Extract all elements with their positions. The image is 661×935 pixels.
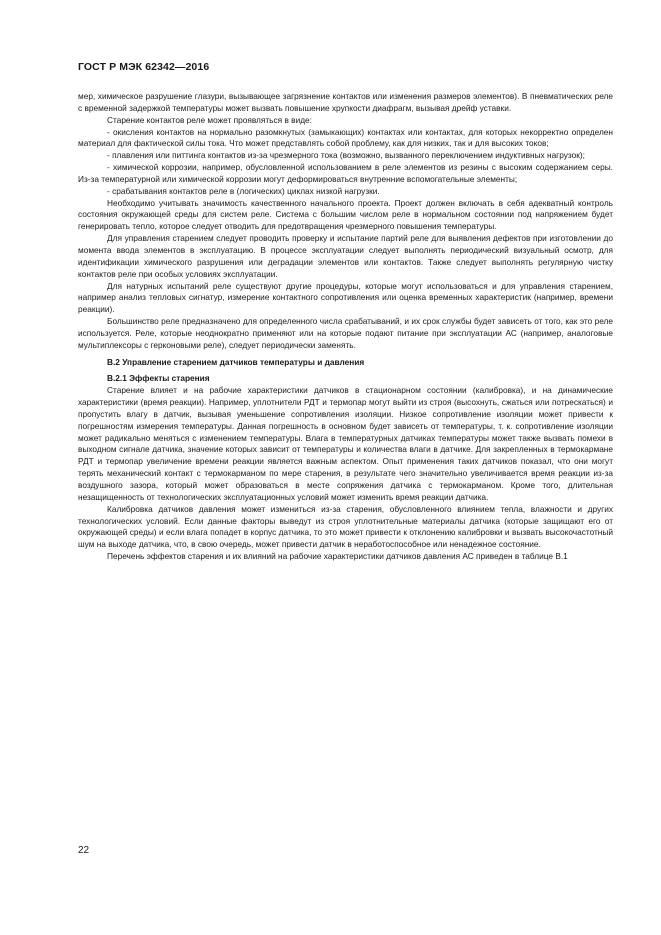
paragraph: Старение влияет и на рабочие характеристики датчиков в стационарном состоянии (калибровка), и на динамические характеристики (время реакции). Например, уплотнители РДТ и термопар могут выйти из строя (высохнуть, сжаться или потрескаться) и пропустить влагу в датчик, вызывая уменьшение сопротивления изоляции. Низкое сопротивление изоляции может привести к погрешностям измерения температуры. Данная погрешность в основном будет зависеть от температуры, т. к. сопротивление изоляции может радикально меняться с изменением температуры. Влага в температурных датчиках температуры может также вызвать помехи в выходном сигнале датчика, значение которых зависит от температуры и количества влаги в датчике. Для закрепленных в термокармане РДТ и термопар увеличение времени реакции является важным аспектом. Опыт применения таких датчиков показал, что они могут терять механический контакт с термокарманом по мере старения, в результате чего значительно увеличивается время реакции из-за воздушного зазора, который может образоваться в месте сопряжения датчика с термокарманом. Кроме того, длительная незащищенность от технологических эксплуатационных условий может изменить время реакции датчика. — [78, 385, 613, 502]
paragraph: Калибровка датчиков давления может измениться из-за старения, обусловленного влиянием тепла, влажности и других технологических условий. Если данные факторы выведут из строя уплотнительные материалы датчика (которые защищают его от окружающей среды) и если влага попадет в корпус датчика, то это может привести к отклонению калибровки и вызвать высокочастотный шум на выходе датчика, что, в свою очередь, может привести датчик в неработоспособное или ненадежное состояние. — [78, 503, 613, 550]
paragraph: мер, химическое разрушение глазури, вызывающее загрязнение контактов или изменения размеров элементов). В пневматических реле с временной задержкой температуры может вызвать повышение хрупкости диафрагм, вызывая дрейф уставки. — [78, 91, 613, 113]
document-body — [78, 91, 613, 563]
paragraph: Необходимо учитывать значимость качественного начального проекта. Проект должен включать в себя адекватный контроль состояния окружающей среды для систем реле. Система с большим числом реле в нормальном состоянии под напряжением будет генерировать тепло, которое следует отводить для предотвращения чрезмерного повышения температуры. — [78, 197, 613, 232]
paragraph: Для управления старением следует проводить проверку и испытание партий реле для выявления дефектов при изготовлении до момента ввода элементов в эксплуатацию. В процессе эксплуатации следует выполнять периодический визуальный осмотр, для идентификации химического разрушения или деградации элементов или контактов. Также следует выполнять регулярную чистку контактов реле при особых условиях эксплуатации. — [78, 233, 613, 279]
list-item: - срабатывания контактов реле в (логических) циклах низкой нагрузки. — [107, 185, 380, 196]
page-number: 22 — [78, 845, 90, 856]
list-item: - окисления контактов на нормально разомкнутых (замыкающих) контактах или контактах, для которых некорректно определен материал для фактической силы тока. Что может представлять собой проблему, как для низких, так и для высоких токов; — [78, 126, 613, 149]
paragraph: Для натурных испытаний реле существуют другие процедуры, которые могут использоваться и для управления старением, например анализ тепловых сигнатур, измерение контактного сопротивления или оценка временных характеристик (например, времени реакции). — [78, 280, 613, 315]
paragraph: Старение контактов реле может проявляться в виде: — [107, 114, 312, 125]
document-header: ГОСТ Р МЭК 62342—2016 — [78, 61, 210, 73]
list-item: - плавления или питтинга контактов из-за чрезмерного тока (возможно, вызванного переключением индуктивных нагрузок); — [107, 150, 585, 161]
paragraph: Перечень эффектов старения и их влияний на рабочие характеристики датчиков давления АС приведен в таблице В.1 — [107, 551, 568, 562]
subsection-heading: В.2.1 Эффекты старения — [107, 373, 210, 384]
section-heading: В.2 Управление старением датчиков температуры и давления — [107, 356, 365, 367]
list-item: - химической коррозии, например, обусловленной использованием в реле элементов из резины с высоким содержанием серы. Из-за температурной или химической коррозии могут деформироваться внутренние вспомогательные элементы; — [78, 162, 613, 184]
paragraph: Большинство реле предназначено для определенного числа срабатываний, и их срок службы будет зависеть от того, как это реле используется. Реле, которые неоднократно применяют или на которые подают питание при эксплуатации АС (например, аналоговые мультиплексоры с герконовыми реле), следует периодически заменять. — [78, 316, 613, 350]
